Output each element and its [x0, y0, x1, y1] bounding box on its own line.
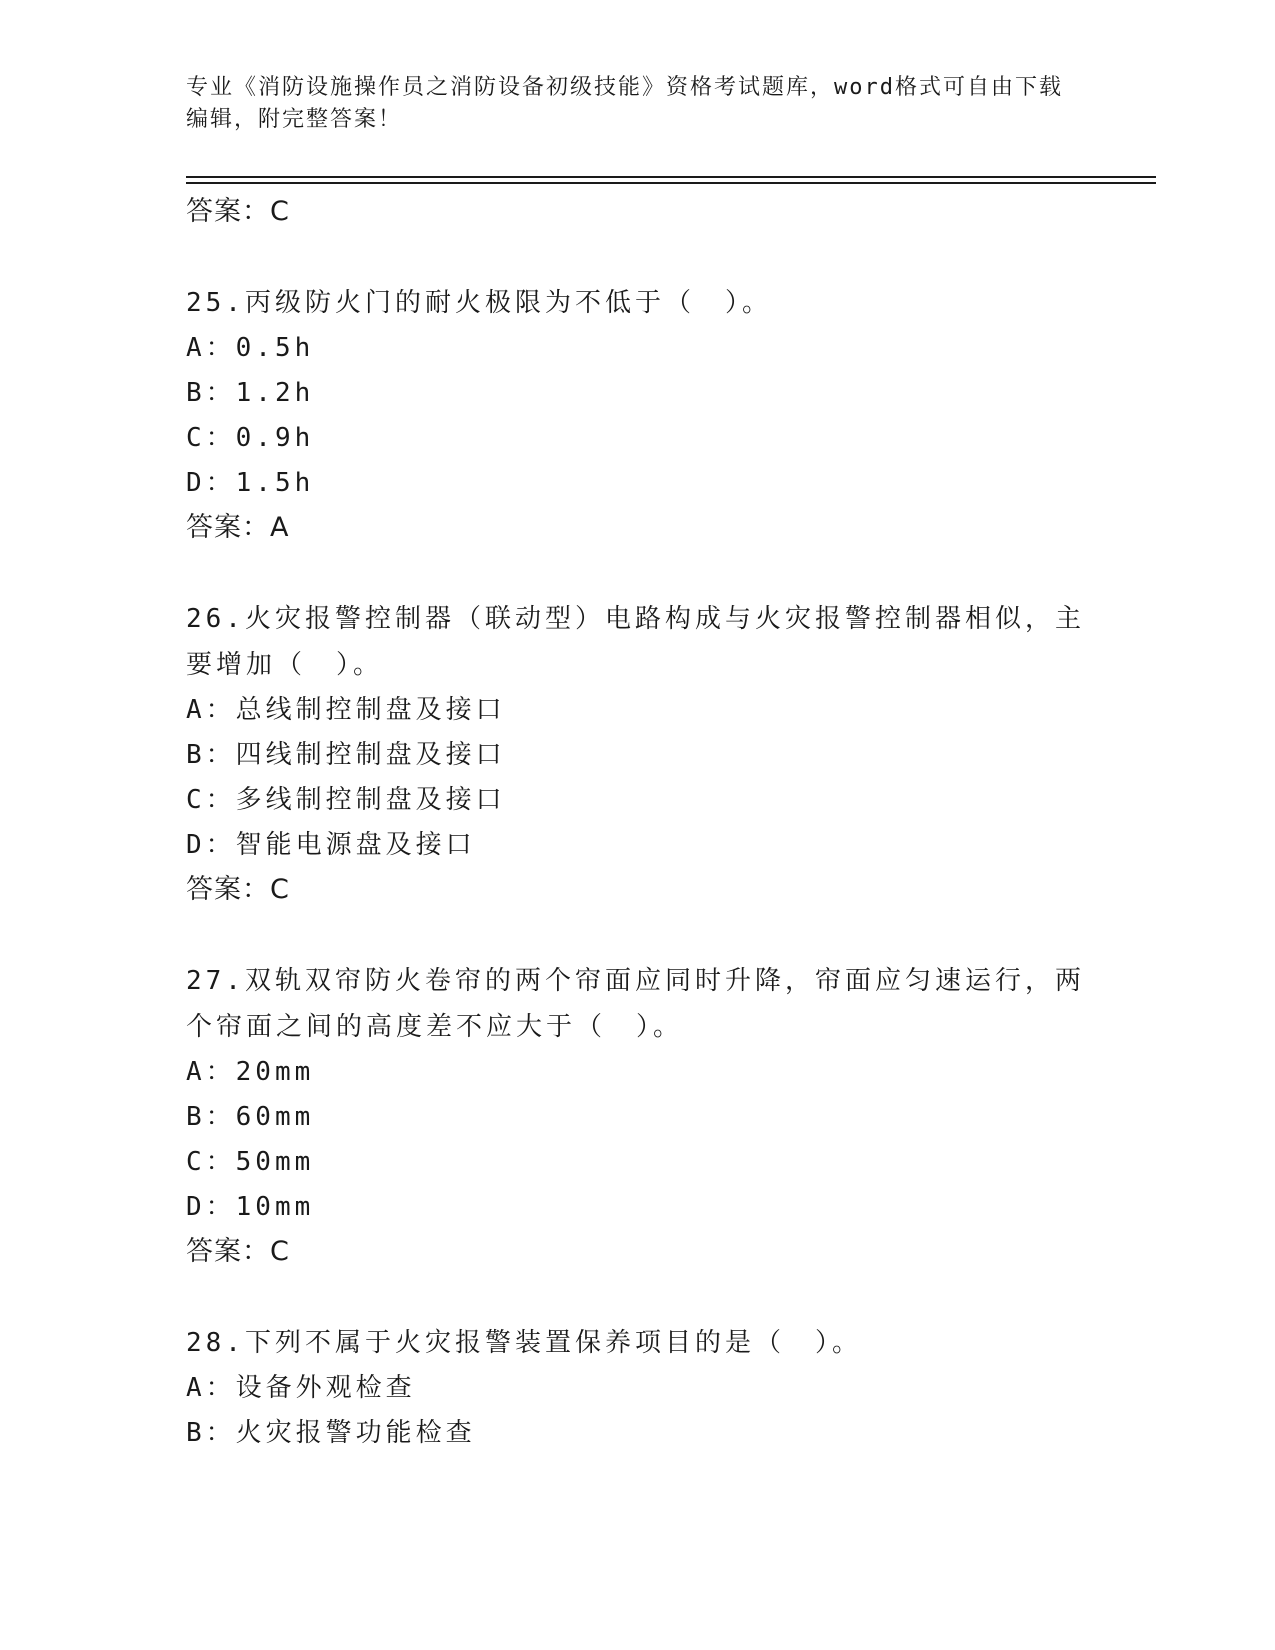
question-block	[186, 596, 1086, 912]
answer-line: 答案：A	[186, 512, 290, 543]
answer-line: 答案：C	[186, 874, 290, 905]
question-text: 26.火灾报警控制器（联动型）电路构成与火灾报警控制器相似，主要增加（ ）。	[186, 604, 1085, 680]
option-d: D：1.5h	[186, 468, 315, 498]
option-b: B：四线制控制盘及接口	[186, 740, 506, 770]
answer-line: 答案：C	[186, 1236, 290, 1267]
answer-line: 答案：C	[186, 196, 290, 227]
question-text: 25.丙级防火门的耐火极限为不低于（ ）。	[186, 288, 772, 318]
option-d: D：10mm	[186, 1192, 315, 1222]
option-c: C：多线制控制盘及接口	[186, 785, 506, 815]
question-text: 28.下列不属于火灾报警装置保养项目的是（ ）。	[186, 1328, 862, 1358]
question-block	[186, 958, 1086, 1274]
option-a: A：设备外观检查	[186, 1373, 416, 1403]
option-d: D：智能电源盘及接口	[186, 830, 476, 860]
option-a: A：总线制控制盘及接口	[186, 695, 506, 725]
question-list	[186, 190, 1086, 1456]
header-text: 专业《消防设施操作员之消防设备初级技能》资格考试题库，word格式可自由下载编辑，附完整答案！	[186, 75, 1063, 132]
option-b: B：火灾报警功能检查	[186, 1418, 476, 1448]
option-c: C：50mm	[186, 1147, 315, 1177]
option-a: A：0.5h	[186, 333, 315, 363]
option-b: B：1.2h	[186, 378, 315, 408]
question-block	[186, 280, 1086, 550]
document-header	[186, 72, 1066, 136]
header-divider-bottom	[186, 182, 1156, 184]
option-c: C：0.9h	[186, 423, 315, 453]
question-block	[186, 1320, 1086, 1456]
option-a: A：20mm	[186, 1057, 315, 1087]
header-divider-top	[186, 176, 1156, 178]
question-text: 27.双轨双帘防火卷帘的两个帘面应同时升降，帘面应匀速运行，两个帘面之间的高度差不应大于（ ）。	[186, 966, 1085, 1042]
option-b: B：60mm	[186, 1102, 315, 1132]
